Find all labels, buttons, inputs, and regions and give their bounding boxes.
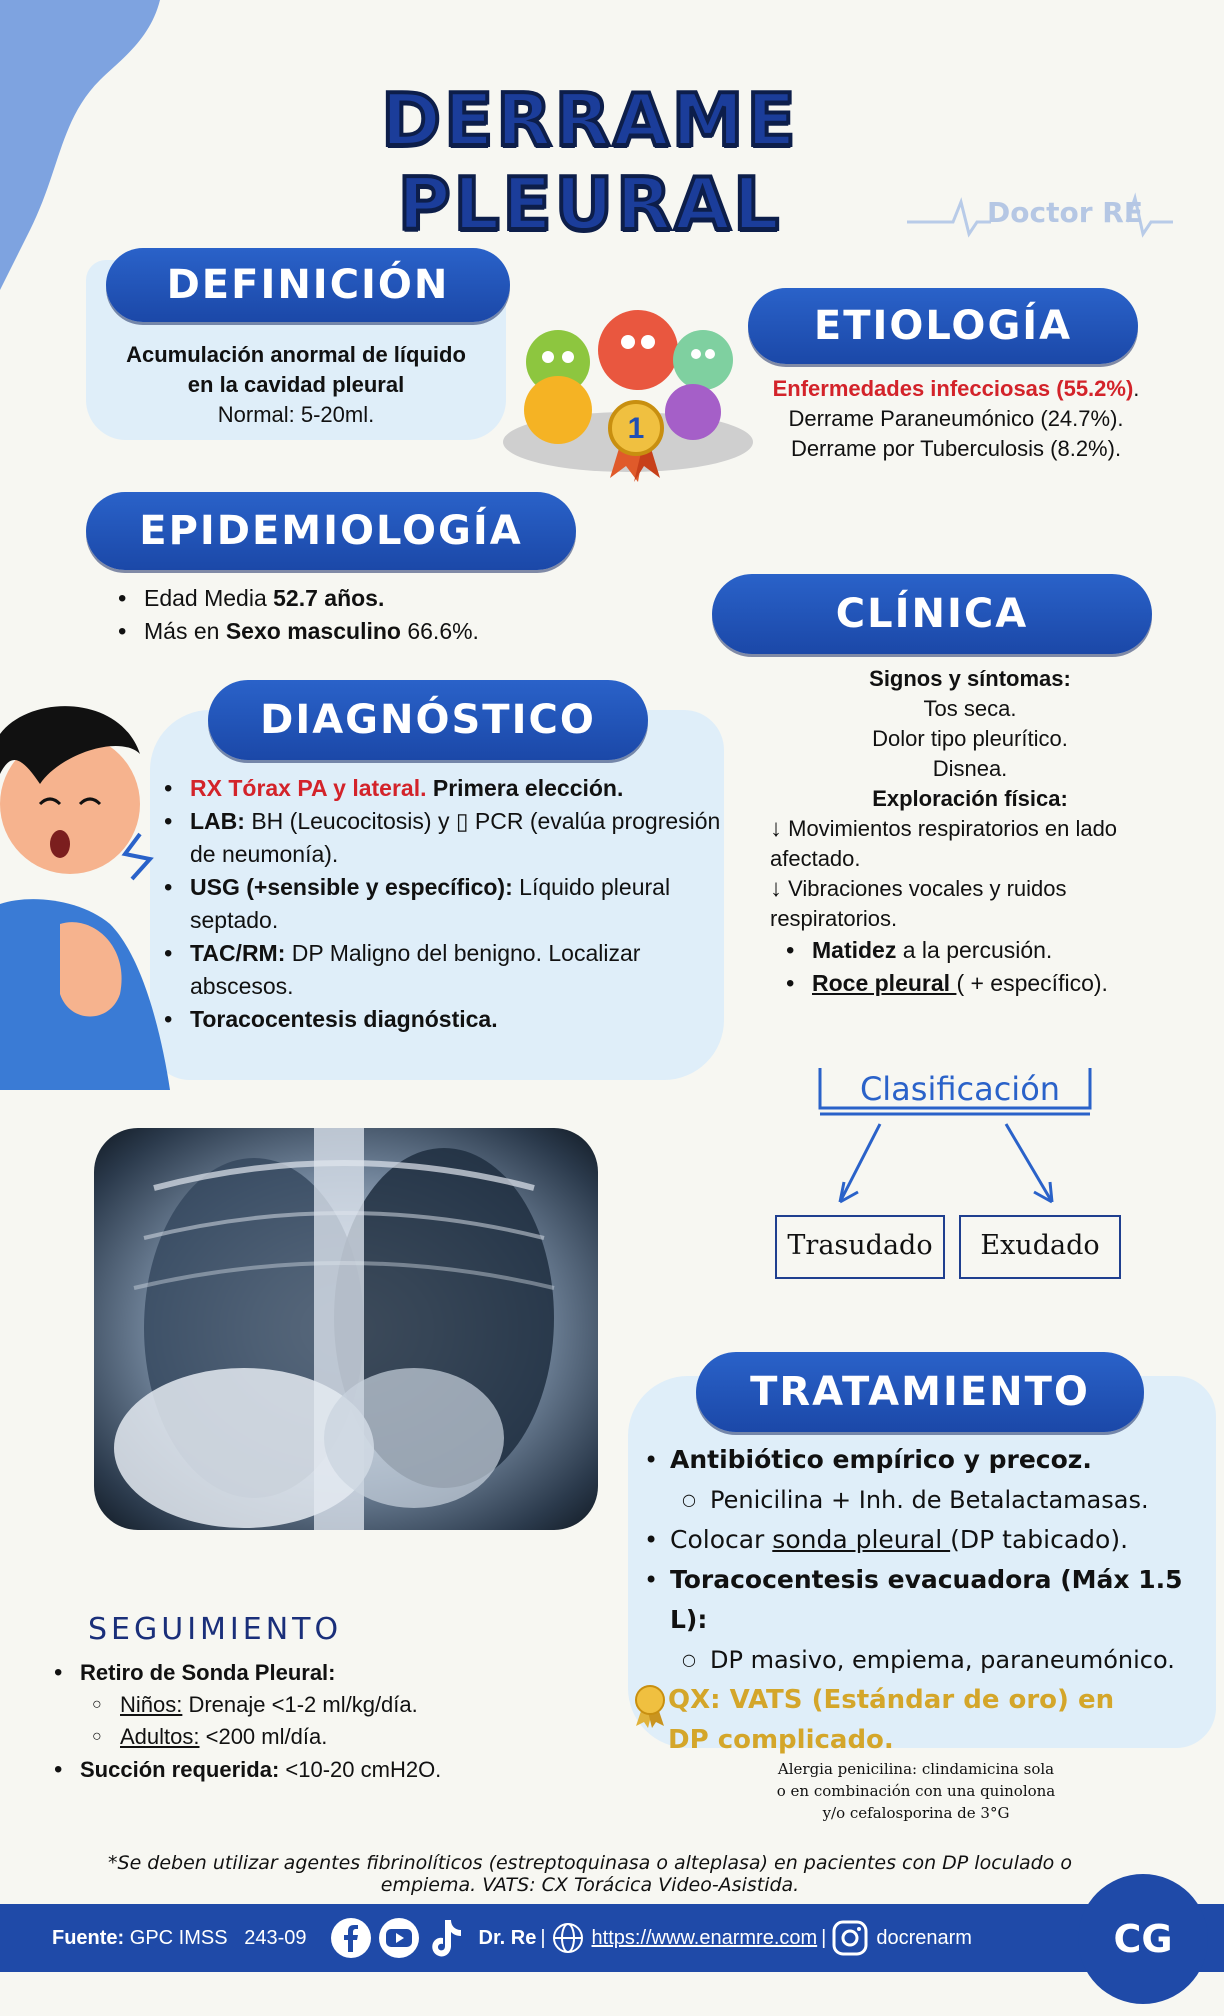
definicion-text bbox=[86, 340, 506, 430]
roce-text: ( + específico). bbox=[956, 970, 1108, 996]
definicion-line3: Normal: 5-20ml. bbox=[217, 402, 375, 427]
trat-qx bbox=[638, 1680, 1158, 1760]
seg-sub-list bbox=[88, 1689, 608, 1753]
footer-fuente-label: Fuente: bbox=[52, 1926, 125, 1949]
seguimiento-heading: SEGUIMIENTO bbox=[88, 1612, 343, 1647]
seguimiento-list-2 bbox=[48, 1753, 608, 1786]
epi-edad-label: Edad Media bbox=[144, 585, 274, 611]
etiologia-period: . bbox=[1133, 376, 1140, 401]
trat-colocar: Colocar bbox=[670, 1525, 773, 1554]
etiologia-text bbox=[756, 374, 1156, 464]
alergia-line1: Alergia penicilina: clindamicina sola bbox=[777, 1760, 1055, 1778]
signos-title: Signos y síntomas: bbox=[869, 666, 1071, 691]
seg-adultos-text: <200 ml/día. bbox=[199, 1724, 328, 1749]
trat-sub-1 bbox=[678, 1480, 1218, 1520]
diag-item-5 bbox=[158, 1003, 728, 1036]
etiologia-heading: ETIOLOGÍA bbox=[748, 288, 1138, 364]
seg-ninos-text: Drenaje <1-2 ml/kg/día. bbox=[182, 1692, 418, 1717]
signo-3: Disnea. bbox=[932, 756, 1008, 781]
etiologia-line1 bbox=[756, 374, 1156, 404]
diag-item-4 bbox=[158, 937, 728, 1003]
page-title: DERRAME PLEURAL bbox=[381, 78, 799, 246]
seg-ninos-label: Niños: bbox=[120, 1692, 183, 1717]
facebook-icon[interactable] bbox=[329, 1916, 373, 1960]
footer-sep-2: | bbox=[821, 1926, 827, 1949]
diag-item-2 bbox=[158, 805, 728, 871]
tiktok-icon[interactable] bbox=[425, 1916, 465, 1960]
exploracion-4 bbox=[780, 967, 1210, 1000]
exploracion-1 bbox=[770, 814, 1150, 874]
sick-boy-illustration bbox=[0, 694, 180, 1090]
epidemiologia-heading: EPIDEMIOLOGÍA bbox=[86, 492, 576, 570]
etiologia-line3: Derrame por Tuberculosis (8.2%). bbox=[790, 436, 1122, 461]
trat-item-3 bbox=[638, 1560, 1218, 1640]
epi-edad-value: 52.7 años. bbox=[273, 585, 385, 611]
website-link[interactable]: https://www.enarmre.com bbox=[591, 1926, 818, 1949]
trat-sub-3 bbox=[678, 1640, 1218, 1680]
footer-content bbox=[52, 1904, 972, 1972]
etiologia-main: Enfermedades infecciosas (55.2%) bbox=[772, 376, 1134, 401]
arrow-down-icon: ↓ bbox=[770, 815, 782, 842]
footer-fuente: GPC IMSS 243-09 bbox=[124, 1926, 307, 1949]
diag-item-1 bbox=[158, 772, 728, 805]
alergia-line3: y/o cefalosporina de 3°G bbox=[822, 1804, 1010, 1822]
diag-item-3 bbox=[158, 871, 728, 937]
exploracion-3 bbox=[780, 934, 1210, 967]
diag-tac: TAC/RM: bbox=[190, 940, 286, 966]
chest-xray-image bbox=[94, 1128, 598, 1530]
xray-detail bbox=[94, 1128, 598, 1530]
trat-antibiotico: Antibiótico empírico y precoz. bbox=[670, 1445, 1092, 1474]
clinica-text bbox=[770, 664, 1210, 1000]
diagnostico-heading: DIAGNÓSTICO bbox=[208, 680, 648, 760]
clasificacion-exudado: Exudado bbox=[980, 1230, 1100, 1261]
matidez-text: a la percusión. bbox=[896, 937, 1053, 963]
seg-retiro: Retiro de Sonda Pleural: bbox=[80, 1660, 336, 1685]
diag-lab: LAB: bbox=[190, 808, 245, 834]
footnote: *Se deben utilizar agentes fibrinolíticos (estreptoquinasa o alteplasa) en pacientes con DP loculado o empiema. VATS: CX Torácica Video-Asistida. bbox=[108, 1852, 1072, 1896]
epi-sexo-pct: 66.6%. bbox=[400, 618, 479, 644]
seguimiento-list bbox=[48, 1656, 608, 1689]
trat-toraco: Toracocentesis evacuadora (Máx 1.5 L): bbox=[670, 1565, 1183, 1634]
brand-name: Doctor RE bbox=[987, 196, 1143, 229]
epidemiologia-list bbox=[112, 582, 572, 648]
matidez-label: Matidez bbox=[812, 937, 897, 963]
tratamiento-heading: TRATAMIENTO bbox=[696, 1352, 1144, 1432]
instagram-handle: docrenarm bbox=[876, 1926, 972, 1949]
clinica-heading: CLÍNICA bbox=[712, 574, 1152, 654]
seg-ninos bbox=[88, 1689, 608, 1721]
diag-rx: RX Tórax PA y lateral. bbox=[190, 775, 427, 801]
trat-item-1 bbox=[638, 1440, 1218, 1480]
tratamiento-list bbox=[638, 1440, 1218, 1480]
diag-toraco: Toracocentesis diagnóstica. bbox=[190, 1006, 498, 1032]
alergia-note bbox=[756, 1758, 1076, 1824]
seg-item-1 bbox=[48, 1656, 608, 1689]
seg-succion: Succión requerida: bbox=[80, 1757, 280, 1782]
diag-lab-text: BH (Leucocitosis) y ▯ PCR (evalúa progresión de neumonía). bbox=[190, 808, 721, 867]
trat-item-2 bbox=[638, 1520, 1218, 1560]
epidemiologia-item-1 bbox=[112, 582, 572, 615]
exploracion-2-text: Vibraciones vocales y ruidos respiratorios. bbox=[770, 876, 1067, 931]
etiologia-line2: Derrame Paraneumónico (24.7%). bbox=[788, 406, 1124, 431]
trat-qx-text: QX: VATS (Estándar de oro) en DP complicado. bbox=[668, 1685, 1115, 1755]
diag-rx-note: Primera elección. bbox=[426, 775, 624, 801]
definicion-line2: en la cavidad pleural bbox=[187, 372, 405, 397]
footer-sep-1: | bbox=[540, 1926, 546, 1949]
seguimiento-text bbox=[48, 1656, 608, 1786]
arrow-down-icon: ↓ bbox=[770, 875, 782, 902]
epi-sexo-value: Sexo masculino bbox=[225, 618, 401, 644]
trat-tabicado: (DP tabicado). bbox=[950, 1525, 1129, 1554]
exploracion-list bbox=[780, 934, 1210, 1000]
trat-penicilina: ○ Penicilina + Inh. de Betalactamasas. bbox=[678, 1480, 1218, 1520]
diagnostico-list bbox=[158, 772, 728, 1036]
exploracion-2 bbox=[770, 874, 1150, 934]
definicion-heading: DEFINICIÓN bbox=[106, 248, 510, 322]
award-icon bbox=[632, 1684, 668, 1728]
clasificacion-trasudado: Trasudado bbox=[787, 1230, 933, 1261]
diag-usg-text: Líquido pleural septado. bbox=[190, 874, 671, 933]
trat-dp-masivo: ○ DP masivo, empiema, paraneumónico. bbox=[678, 1640, 1218, 1680]
social-icons bbox=[329, 1916, 465, 1960]
brand-logo bbox=[905, 188, 1175, 244]
seg-adultos-label: Adultos: bbox=[120, 1724, 200, 1749]
epidemiologia-item-2 bbox=[112, 615, 572, 648]
clasificacion-heading: Clasificación bbox=[859, 1070, 1061, 1108]
tratamiento-list-2 bbox=[638, 1520, 1218, 1640]
epi-sexo-label: Más en bbox=[144, 618, 226, 644]
seg-item-2 bbox=[48, 1753, 608, 1786]
alergia-line2: o en combinación con una quinolona bbox=[776, 1782, 1056, 1800]
medal-number: 1 bbox=[627, 412, 645, 445]
trat-sonda: sonda pleural bbox=[772, 1525, 951, 1554]
globe-icon bbox=[550, 1920, 586, 1956]
cg-badge bbox=[1078, 1874, 1208, 2004]
diag-tac-text: DP Maligno del benigno. Localizar abscesos. bbox=[190, 940, 641, 999]
tratamiento-text bbox=[638, 1440, 1218, 1760]
exploracion-title: Exploración física: bbox=[872, 786, 1068, 811]
instagram-icon[interactable] bbox=[830, 1918, 870, 1958]
exploracion-1-text: Movimientos respiratorios en lado afectado. bbox=[770, 816, 1118, 871]
seg-adultos bbox=[88, 1721, 608, 1753]
signo-1: Tos seca. bbox=[923, 696, 1017, 721]
signo-2: Dolor tipo pleurítico. bbox=[872, 726, 1068, 751]
diag-usg: USG (+sensible y específico): bbox=[190, 874, 513, 900]
germs-illustration bbox=[498, 292, 760, 488]
seg-succion-text: <10-20 cmH2O. bbox=[279, 1757, 442, 1782]
footer-author: Dr. Re bbox=[478, 1926, 537, 1949]
cg-badge-text: CG bbox=[1113, 1917, 1173, 1961]
definicion-line1: Acumulación anormal de líquido bbox=[126, 342, 466, 367]
youtube-icon[interactable] bbox=[377, 1916, 421, 1960]
roce-label: Roce pleural bbox=[812, 970, 957, 996]
